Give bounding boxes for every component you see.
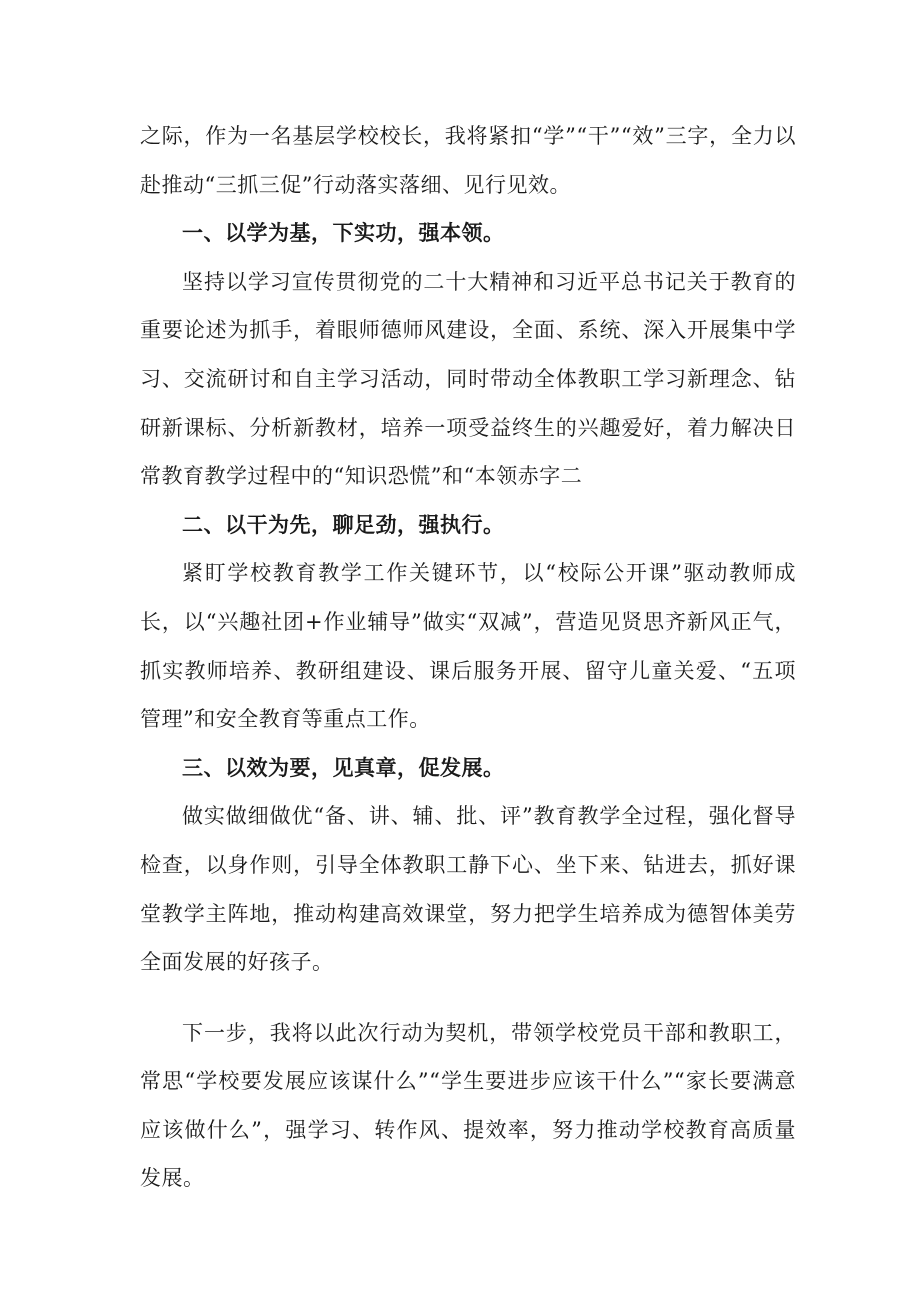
- section-heading-3: 三、以效为要，见真章，促发展。: [182, 755, 505, 780]
- section-heading-1: 一、以学为基，下实功，强本领。: [182, 221, 505, 246]
- paragraph-section-1: 坚持以学习宣传贯彻党的二十大精神和习近平总书记关于教育的重要论述为抓手，着眼师德师风建设，全面、系统、深入开展集中学习、交流研讨和自主学习活动，同时带动全体教职工学习新理念、钻研新课标、分析新教材，培养一项受益终生的兴趣爱好，着力解决日常教育教学过程中的“知识恐慌”和“本领赤字二: [140, 269, 796, 489]
- paragraph-intro: 之际，作为一名基层学校校长，我将紧扣“学”“干”“效”三字，全力以赴推动“三抓三促”行动落实落细、见行见效。: [140, 124, 796, 197]
- paragraph-section-2: 紧盯学校教育教学工作关键环节，以“校际公开课”驱动教师成长，以“兴趣社团+作业辅导”做实“双减”，营造见贤思齐新风正气，抓实教师培养、教研组建设、课后服务开展、留守儿童关爱、“五项管理”和安全教育等重点工作。: [140, 561, 796, 732]
- section-heading-2: 二、以干为先，聊足劲，强执行。: [182, 512, 505, 537]
- document-body: [140, 112, 796, 1203]
- paragraph-next-step: 下一步，我将以此次行动为契机，带领学校党员干部和教职工，常思“学校要发展应该谋什么”“学生要进步应该干什么”“家长要满意应该做什么”，强学习、转作风、提效率，努力推动学校教育高质量发展。: [140, 1020, 796, 1191]
- paragraph-section-3: 做实做细做优“备、讲、辅、批、评”教育教学全过程，强化督导检查，以身作则，引导全体教职工静下心、坐下来、钻进去，抓好课堂教学主阵地，推动构建高效课堂，努力把学生培养成为德智体美劳全面发展的好孩子。: [140, 804, 796, 975]
